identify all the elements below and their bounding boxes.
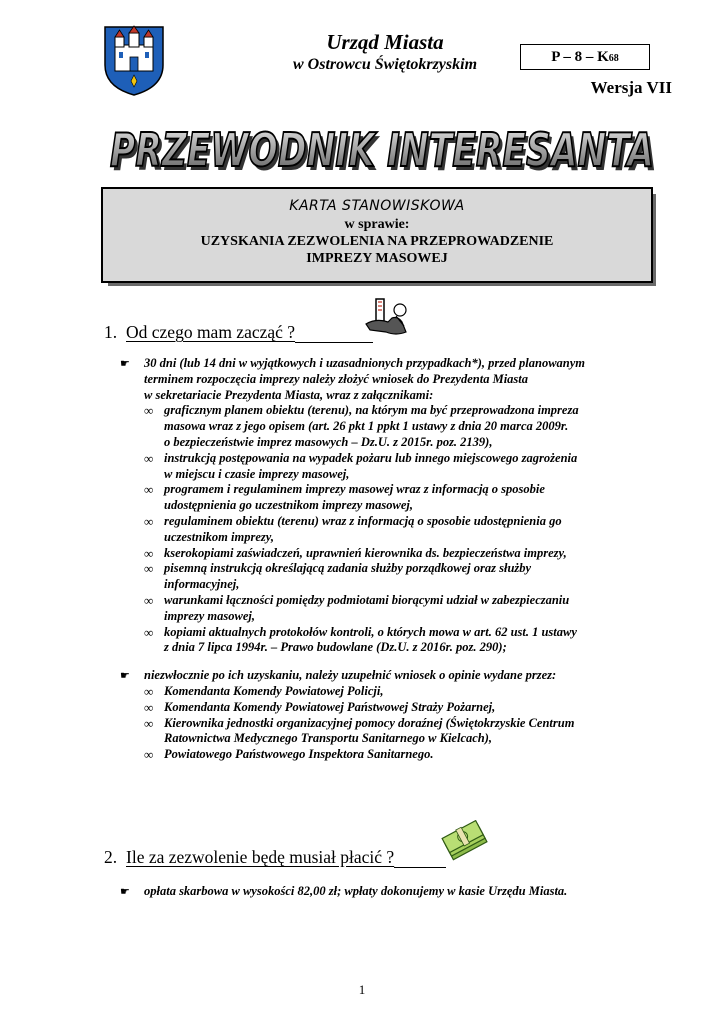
opinion-item	[144, 684, 672, 700]
card-subject-line1: UZYSKANIA ZEZWOLENIA NA PRZEPROWADZENIE	[200, 234, 554, 249]
attachment-item-line: kopiami aktualnych protokołów kontroli, o których mowa w art. 62 ust. 1 ustawy	[164, 624, 577, 639]
attachment-item-line: imprezy masowej,	[164, 608, 255, 623]
attachment-item-line: graficznym planem obiektu (terenu), na którym ma być przeprowadzona impreza	[164, 403, 579, 418]
heading-underline	[394, 849, 446, 868]
attachment-item	[144, 514, 672, 546]
attachment-item-line: udostępnienia go uczestnikom imprezy masowej,	[164, 498, 413, 513]
opinion-item-line: Powiatowego Państwowego Inspektora Sanitarnego.	[164, 747, 434, 762]
opinions-list	[120, 684, 672, 763]
attachment-item	[144, 403, 672, 450]
opinion-item	[144, 747, 672, 763]
attachment-item	[144, 561, 672, 593]
opinion-item-line: Komendanta Komendy Powiatowej Policji,	[164, 683, 384, 698]
city-crest-logo	[103, 25, 165, 97]
infinity-icon: ∞	[144, 561, 154, 577]
document-version: Wersja VII	[590, 78, 672, 97]
opinion-item-line: Kierownika jednostki organizacyjnej pomocy doraźnej (Świętokrzyskie Centrum	[164, 715, 575, 730]
office-title: Urząd Miasta	[326, 30, 444, 54]
pointing-hand-icon: ☛	[120, 358, 130, 370]
opinion-item-line: Ratownictwa Medycznego Transportu Sanitarnego w Kielcach),	[164, 731, 493, 746]
infinity-icon: ∞	[144, 715, 154, 731]
infinity-icon: ∞	[144, 545, 154, 561]
pointing-hand-icon: ☛	[120, 670, 130, 683]
attachment-item-line: informacyjnej,	[164, 577, 240, 592]
section-2-number: 2.	[104, 847, 118, 867]
opinion-instruction	[120, 668, 672, 684]
infinity-icon: ∞	[144, 624, 154, 640]
position-card	[101, 187, 653, 283]
section-2-heading	[104, 847, 446, 868]
guide-banner	[106, 120, 658, 176]
intro-line: terminem rozpoczęcia imprezy należy złożyć wniosek do Prezydenta Miasta	[144, 371, 529, 386]
attachment-item-line: kserokopiami zaświadczeń, uprawnień kierownika ds. bezpieczeństwa imprezy,	[164, 545, 567, 560]
document-code-sub: 68	[608, 53, 619, 64]
office-subtitle: w Ostrowcu Świętokrzyskim	[292, 56, 478, 73]
attachment-item-line: uczestnikom imprezy,	[164, 529, 274, 544]
intro-line: w sekretariacie Prezydenta Miasta, wraz z załącznikami:	[144, 387, 434, 402]
attachment-item-line: w miejscu i czasie imprezy masowej,	[164, 466, 350, 481]
attachment-item-line: programem i regulaminem imprezy masowej wraz z informacją o sposobie	[164, 482, 545, 497]
infinity-icon: ∞	[144, 683, 154, 699]
fee-item	[120, 884, 672, 900]
section-1-body	[120, 356, 672, 763]
money-stack-icon	[440, 820, 490, 862]
document-code-box	[520, 44, 650, 70]
infinity-icon: ∞	[144, 513, 154, 529]
card-subject-line2: IMPREZY MASOWEJ	[306, 251, 448, 266]
opinion-item-line: Komendanta Komendy Powiatowej Państwowej Straży Pożarnej,	[164, 699, 496, 714]
section-2-title: Ile za zezwolenie będę musiał płacić ?	[126, 847, 395, 867]
infinity-icon: ∞	[144, 403, 154, 419]
section-1-heading	[104, 322, 373, 343]
attachment-item	[144, 451, 672, 483]
pointing-hand-icon: ☛	[120, 886, 130, 898]
page-number: 1	[358, 982, 366, 997]
section-2-body	[120, 884, 672, 900]
infinity-icon: ∞	[144, 592, 154, 608]
card-title: KARTA STANOWISKOWA	[289, 198, 465, 214]
infinity-icon: ∞	[144, 747, 154, 763]
opinion-intro: niezwłocznie po ich uzyskaniu, należy uzupełnić wniosek o opinie wydane przez:	[144, 668, 557, 683]
attachments-list	[120, 403, 672, 656]
infinity-icon: ∞	[144, 699, 154, 715]
attachment-item-line: instrukcją postępowania na wypadek pożaru lub innego miejscowego zagrożenia	[164, 450, 578, 465]
document-code: P – 8 – K	[551, 49, 609, 65]
attachment-item	[144, 625, 672, 657]
intro-line: 30 dni (lub 14 dni w wyjątkowych i uzasadnionych przypadkach*), przed planowanym	[144, 356, 586, 370]
attachment-item	[144, 546, 672, 562]
pointing-hand-clipart-icon	[362, 296, 412, 338]
banner-shadow-text: PRZEWODNIK INTERESANTA	[113, 127, 657, 176]
section-1-title: Od czego mam zacząć ?	[126, 322, 296, 342]
section-1-number: 1.	[104, 322, 118, 342]
attachment-item-line: o bezpieczeństwie imprez masowych – Dz.U. z 2015r. poz. 2139),	[164, 434, 493, 449]
card-subject-label: w sprawie:	[344, 217, 410, 232]
banner-text: PRZEWODNIK INTERESANTA	[110, 123, 654, 176]
fee-text: opłata skarbowa w wysokości 82,00 zł; wpłaty dokonujemy w kasie Urzędu Miasta.	[144, 884, 568, 898]
opinion-item	[144, 700, 672, 716]
infinity-icon: ∞	[144, 450, 154, 466]
attachment-item-line: warunkami łączności pomiędzy podmiotami biorącymi udział w zabezpieczaniu	[164, 592, 570, 607]
attachment-item-line: masowa wraz z jego opisem (art. 26 pkt 1 ppkt 1 ustawy z dnia 20 marca 2009r.	[164, 419, 569, 434]
attachment-item-line: regulaminem obiektu (terenu) wraz z informacją o sposobie udostępnienia go	[164, 513, 562, 528]
opinion-item	[144, 716, 672, 748]
application-instruction	[120, 356, 672, 403]
attachment-item	[144, 593, 672, 625]
attachment-item	[144, 482, 672, 514]
attachment-item-line: z dnia 7 lipca 1994r. – Prawo budowlane (Dz.U. z 2016r. poz. 290);	[164, 640, 507, 655]
attachment-item-line: pisemną instrukcją określającą zadania służby porządkowej oraz służby	[164, 561, 532, 576]
infinity-icon: ∞	[144, 482, 154, 498]
